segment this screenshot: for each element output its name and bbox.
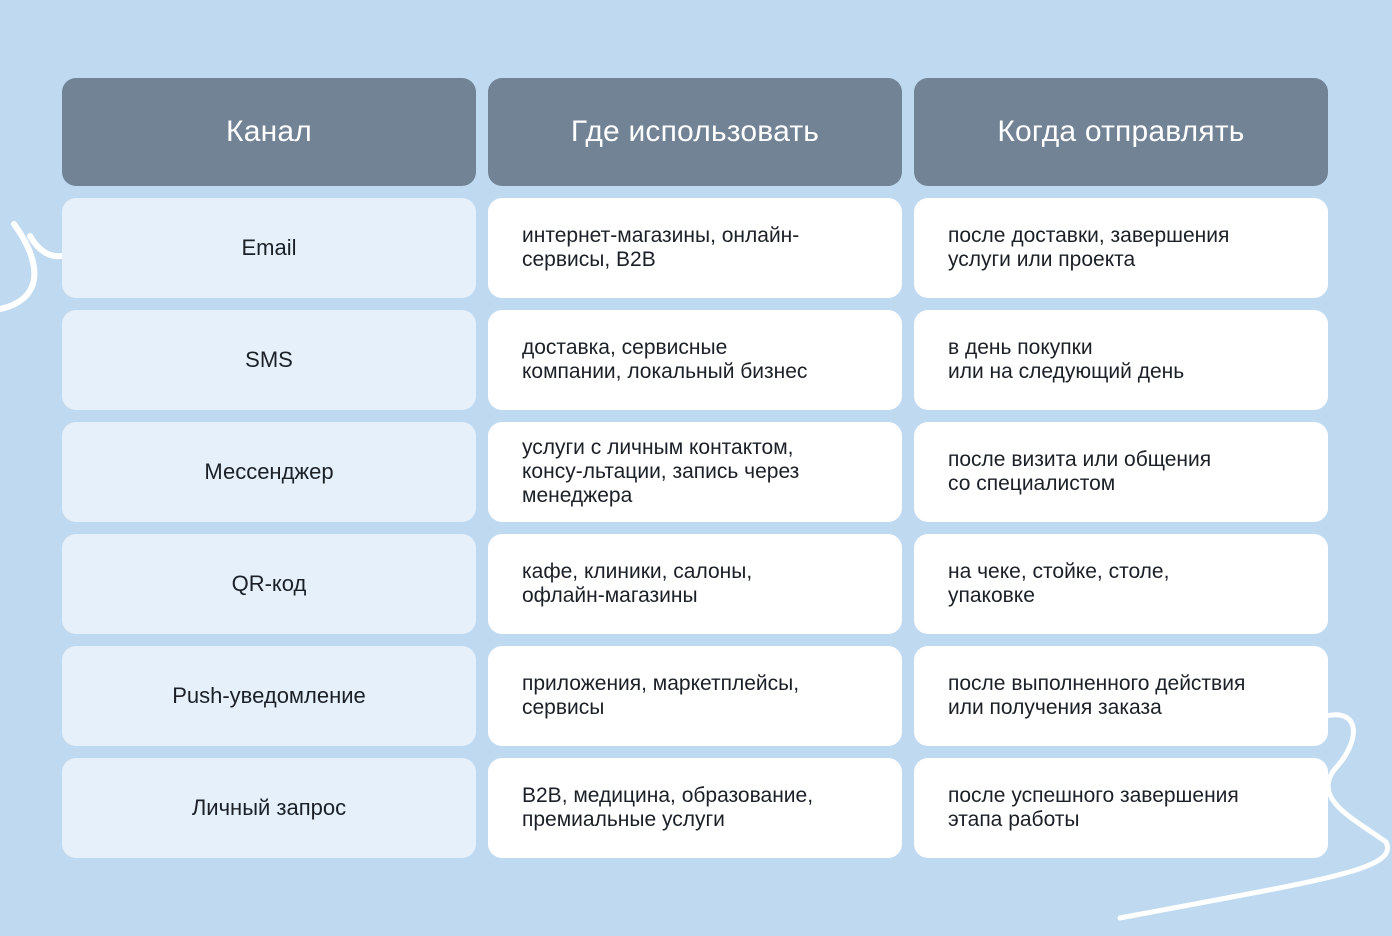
channel-cell: Push-уведомление xyxy=(62,646,476,746)
where-cell: кафе, клиники, салоны, офлайн-магазины xyxy=(488,534,902,634)
when-cell: после выполненного действия или получения заказа xyxy=(914,646,1328,746)
header-channel: Канал xyxy=(62,78,476,186)
channel-cell: SMS xyxy=(62,310,476,410)
header-when: Когда отправлять xyxy=(914,78,1328,186)
when-cell: после визита или общения со специалистом xyxy=(914,422,1328,522)
channel-cell: Email xyxy=(62,198,476,298)
where-cell: приложения, маркетплейсы, сервисы xyxy=(488,646,902,746)
channel-cell: Мессенджер xyxy=(62,422,476,522)
when-cell: на чеке, стойке, столе, упаковке xyxy=(914,534,1328,634)
when-cell: в день покупки или на следующий день xyxy=(914,310,1328,410)
where-cell: доставка, сервисные компании, локальный бизнес xyxy=(488,310,902,410)
channels-table xyxy=(62,78,1328,858)
where-cell: услуги с личным контактом, консу-льтации, запись через менеджера xyxy=(488,422,902,522)
when-cell: после успешного завершения этапа работы xyxy=(914,758,1328,858)
channel-cell: QR-код xyxy=(62,534,476,634)
where-cell: интернет-магазины, онлайн- сервисы, B2B xyxy=(488,198,902,298)
header-where: Где использовать xyxy=(488,78,902,186)
where-cell: B2B, медицина, образование, премиальные услуги xyxy=(488,758,902,858)
channel-cell: Личный запрос xyxy=(62,758,476,858)
when-cell: после доставки, завершения услуги или проекта xyxy=(914,198,1328,298)
